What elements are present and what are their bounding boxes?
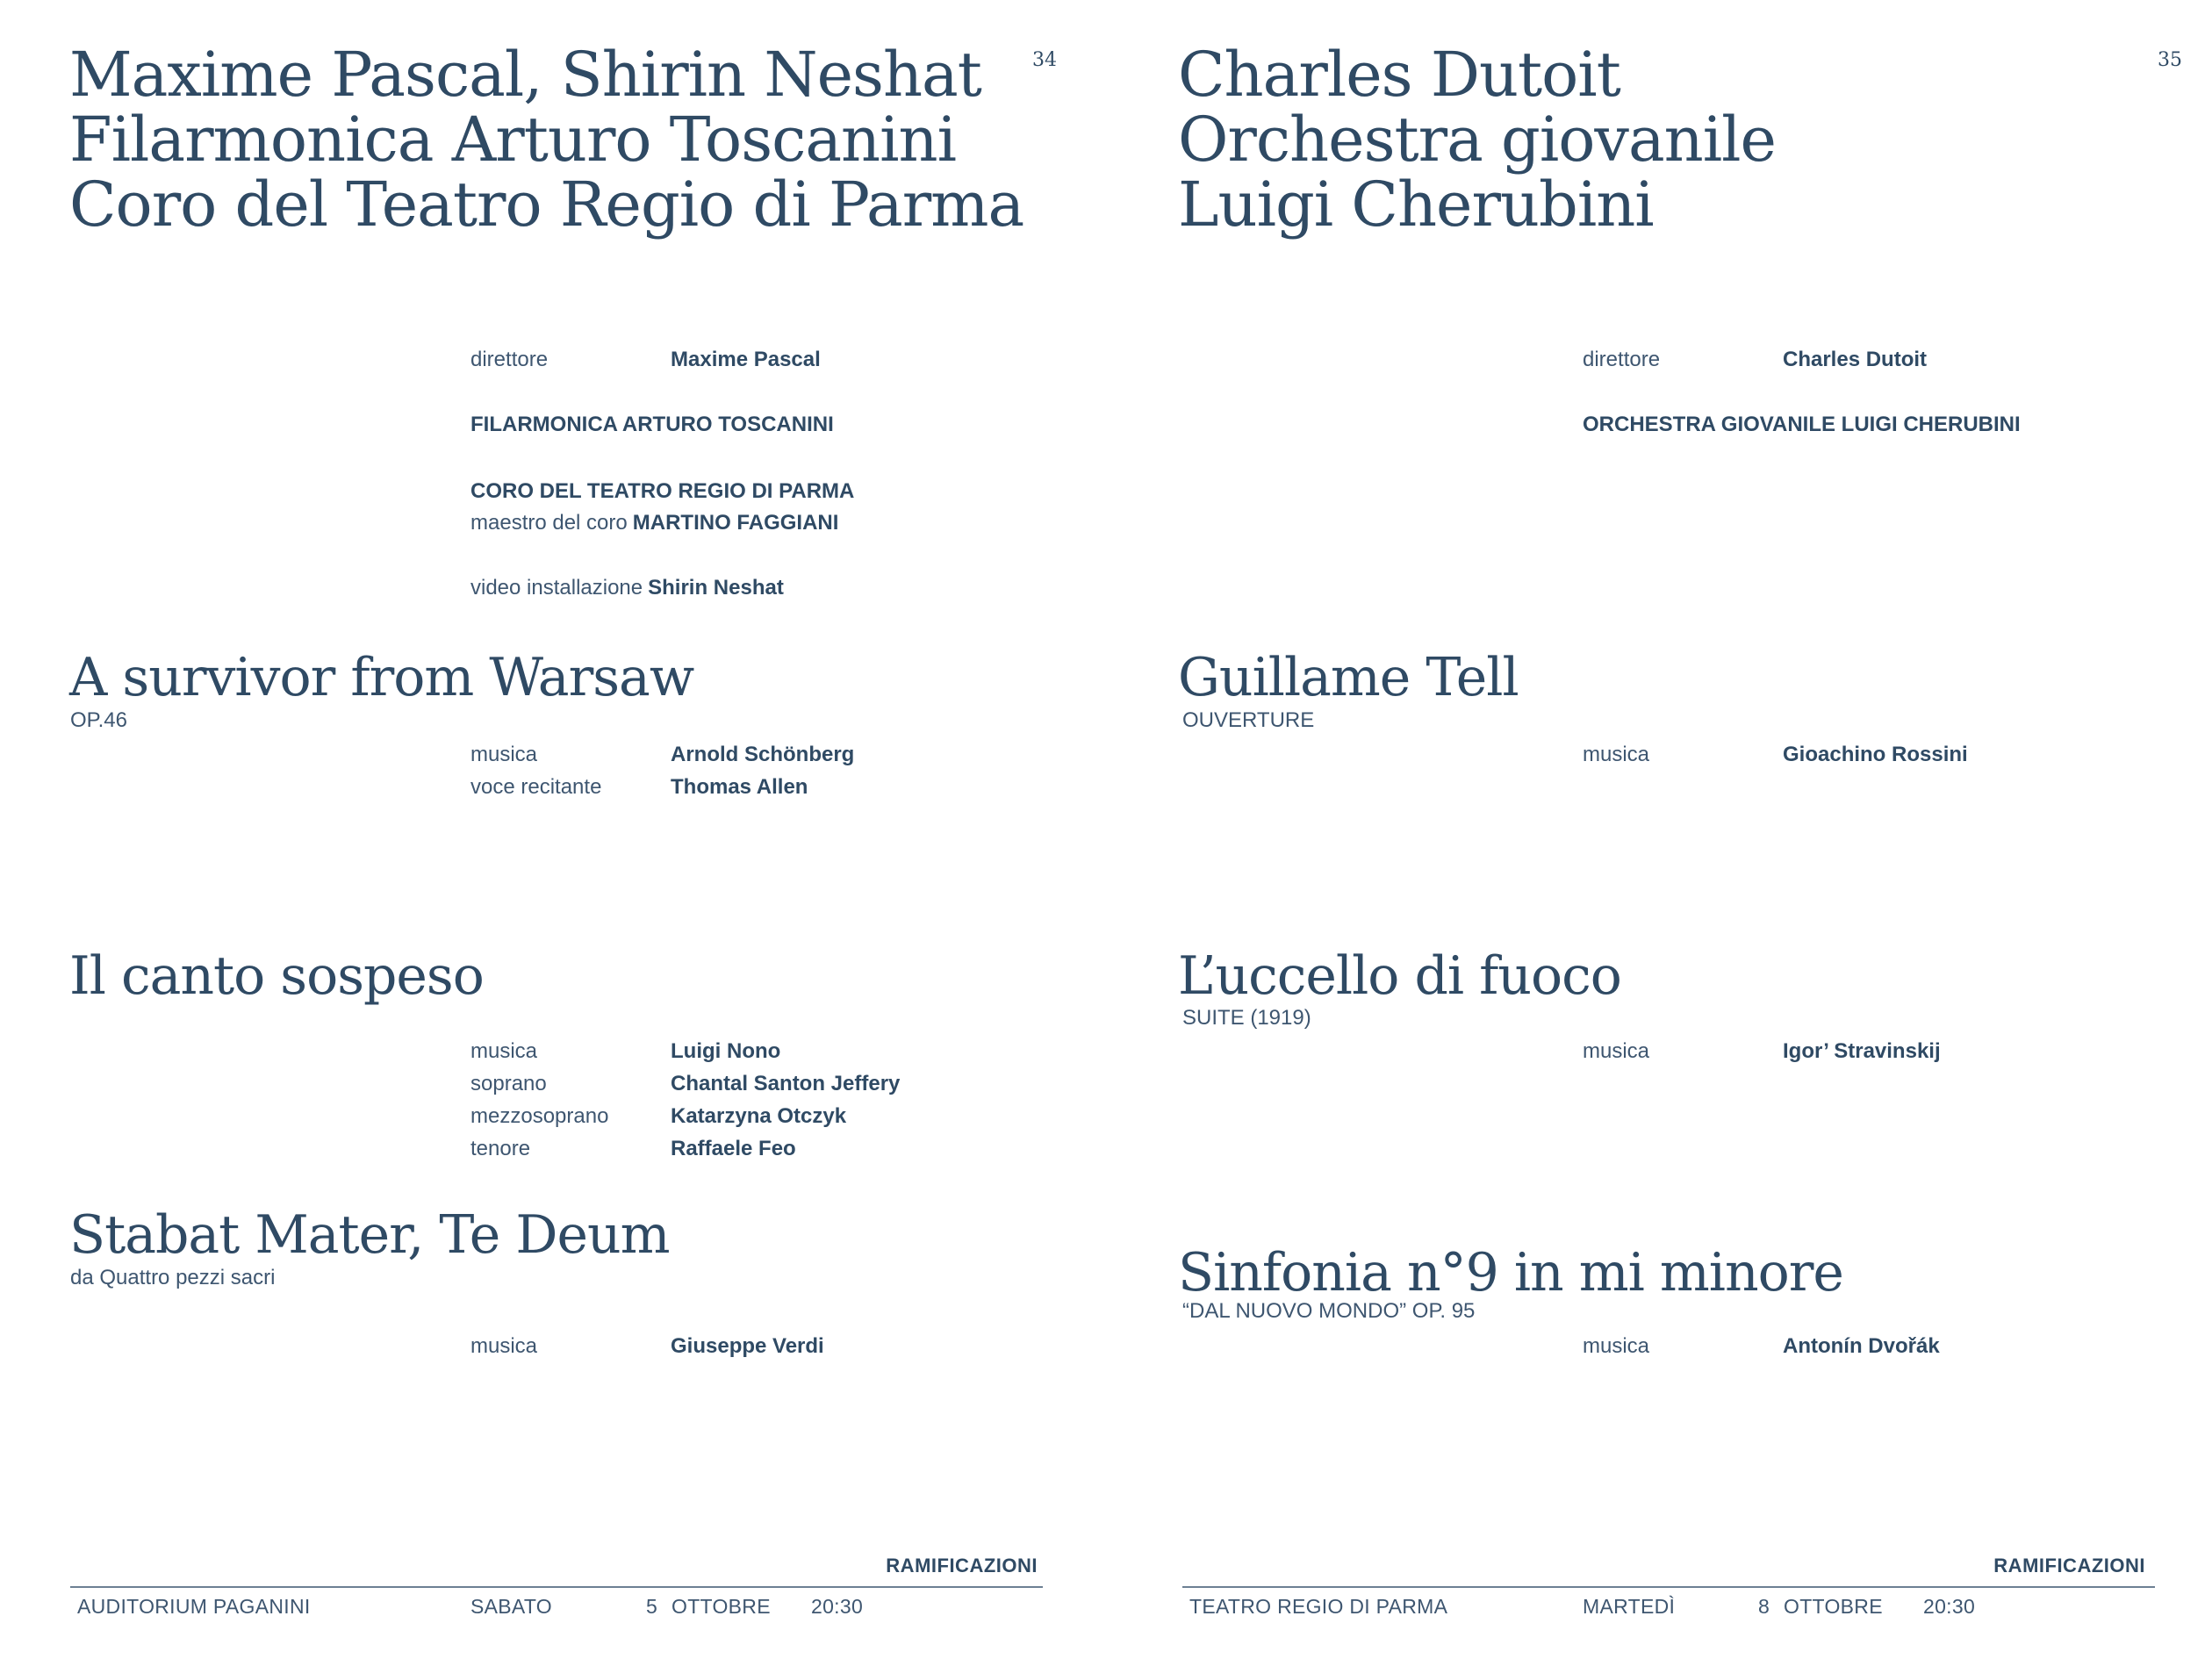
concert-title-line: Charles Dutoit: [1178, 39, 1620, 111]
orchestra-credit: [1583, 409, 2021, 441]
credit-name: Raffaele Feo: [671, 1137, 796, 1160]
credit-role: soprano: [470, 1072, 547, 1095]
work-credit: [470, 1036, 780, 1067]
orchestra-credit: [470, 409, 834, 441]
work-credit: [1583, 1331, 1940, 1362]
footer-venue: AUDITORIUM PAGANINI: [77, 1595, 311, 1618]
credit-role: musica: [470, 1039, 538, 1063]
work-title: Sinfonia n°9 in mi minore: [1178, 1242, 1843, 1304]
concert-title-line: Luigi Cherubini: [1178, 169, 1654, 241]
work-credit: [470, 1068, 900, 1100]
orchestra-name: ORCHESTRA GIOVANILE LUIGI CHERUBINI: [1583, 413, 2021, 436]
footer-weekday: SABATO: [470, 1595, 552, 1618]
footer-time: 20:30: [811, 1595, 864, 1618]
work-subtitle: OP.46: [70, 708, 127, 732]
credit-name: Igor’ Stravinskij: [1783, 1039, 1941, 1063]
conductor-credit: [470, 344, 821, 376]
credit-name: Gioachino Rossini: [1783, 743, 1968, 766]
credit-role: musica: [1583, 743, 1650, 766]
footer-month: OTTOBRE: [672, 1595, 771, 1618]
work-title: A survivor from Warsaw: [69, 647, 694, 708]
credit-role: tenore: [470, 1137, 531, 1160]
orchestra-name: FILARMONICA ARTURO TOSCANINI: [470, 413, 834, 436]
credit-name: Maxime Pascal: [671, 348, 821, 371]
concert-title: [1178, 39, 1776, 241]
footer-brand: RAMIFICAZIONI: [1993, 1555, 2145, 1576]
work-credit: [470, 772, 808, 803]
work-credit: [470, 739, 854, 771]
work-title: L’uccello di fuoco: [1178, 945, 1621, 1007]
footer-brand: RAMIFICAZIONI: [886, 1555, 1038, 1576]
credit-name: Shirin Neshat: [648, 576, 784, 600]
work-subtitle: OUVERTURE: [1182, 708, 1315, 732]
work-subtitle: da Quattro pezzi sacri: [70, 1266, 276, 1289]
concert-title-line: Maxime Pascal, Shirin Neshat: [69, 39, 981, 111]
credit-role: direttore: [470, 348, 549, 371]
footer-day: 8: [1758, 1595, 1770, 1618]
work-credit: [470, 1331, 824, 1362]
credit-name: Chantal Santon Jeffery: [671, 1072, 901, 1095]
footer-divider: [1182, 1586, 2155, 1588]
credit-role: musica: [470, 1334, 538, 1358]
work-subtitle: SUITE (1919): [1182, 1006, 1311, 1030]
choir-credit: [470, 476, 854, 507]
footer-divider: [70, 1586, 1043, 1588]
credit-role: mezzosoprano: [470, 1104, 609, 1128]
credit-name: Thomas Allen: [671, 775, 808, 799]
work-title: Stabat Mater, Te Deum: [69, 1204, 670, 1266]
credit-role: voce recitante: [470, 775, 602, 799]
concert-title-line: Orchestra giovanile: [1178, 104, 1776, 176]
concert-title-line: Coro del Teatro Regio di Parma: [69, 169, 1024, 241]
video-credit: [470, 572, 784, 604]
work-title: Il canto sospeso: [69, 945, 484, 1007]
credit-name: Charles Dutoit: [1783, 348, 1928, 371]
concert-title: [69, 39, 1024, 241]
work-subtitle: “DAL NUOVO MONDO” OP. 95: [1182, 1299, 1476, 1323]
footer-time: 20:30: [1923, 1595, 1976, 1618]
work-credit: [470, 1101, 846, 1132]
right-page: [1106, 0, 2212, 1659]
credit-role: musica: [1583, 1039, 1650, 1063]
chorus-master-credit: [470, 507, 838, 539]
work-credit: [1583, 1036, 1941, 1067]
footer-weekday: MARTEDÌ: [1583, 1595, 1676, 1618]
credit-role: video installazione: [470, 576, 643, 600]
page-number: 35: [2158, 49, 2182, 71]
concert-title-line: Filarmonica Arturo Toscanini: [69, 104, 957, 176]
credit-name: Antonín Dvořák: [1783, 1334, 1940, 1358]
credit-role: musica: [470, 743, 538, 766]
footer-day: 5: [646, 1595, 658, 1618]
credit-name: Katarzyna Otczyk: [671, 1104, 847, 1128]
conductor-credit: [1583, 344, 1927, 376]
credit-role: musica: [1583, 1334, 1650, 1358]
page-number: 34: [1032, 49, 1057, 71]
credit-role: direttore: [1583, 348, 1661, 371]
footer-venue: TEATRO REGIO DI PARMA: [1189, 1595, 1448, 1618]
credit-name: MARTINO FAGGIANI: [632, 511, 839, 535]
credit-name: Luigi Nono: [671, 1039, 781, 1063]
credit-name: Arnold Schönberg: [671, 743, 855, 766]
choir-name: CORO DEL TEATRO REGIO DI PARMA: [470, 479, 855, 503]
credit-name: Giuseppe Verdi: [671, 1334, 824, 1358]
work-credit: [470, 1133, 796, 1165]
work-credit: [1583, 739, 1968, 771]
credit-role: maestro del coro: [470, 511, 628, 535]
footer-month: OTTOBRE: [1784, 1595, 1883, 1618]
work-title: Guillame Tell: [1178, 647, 1519, 708]
